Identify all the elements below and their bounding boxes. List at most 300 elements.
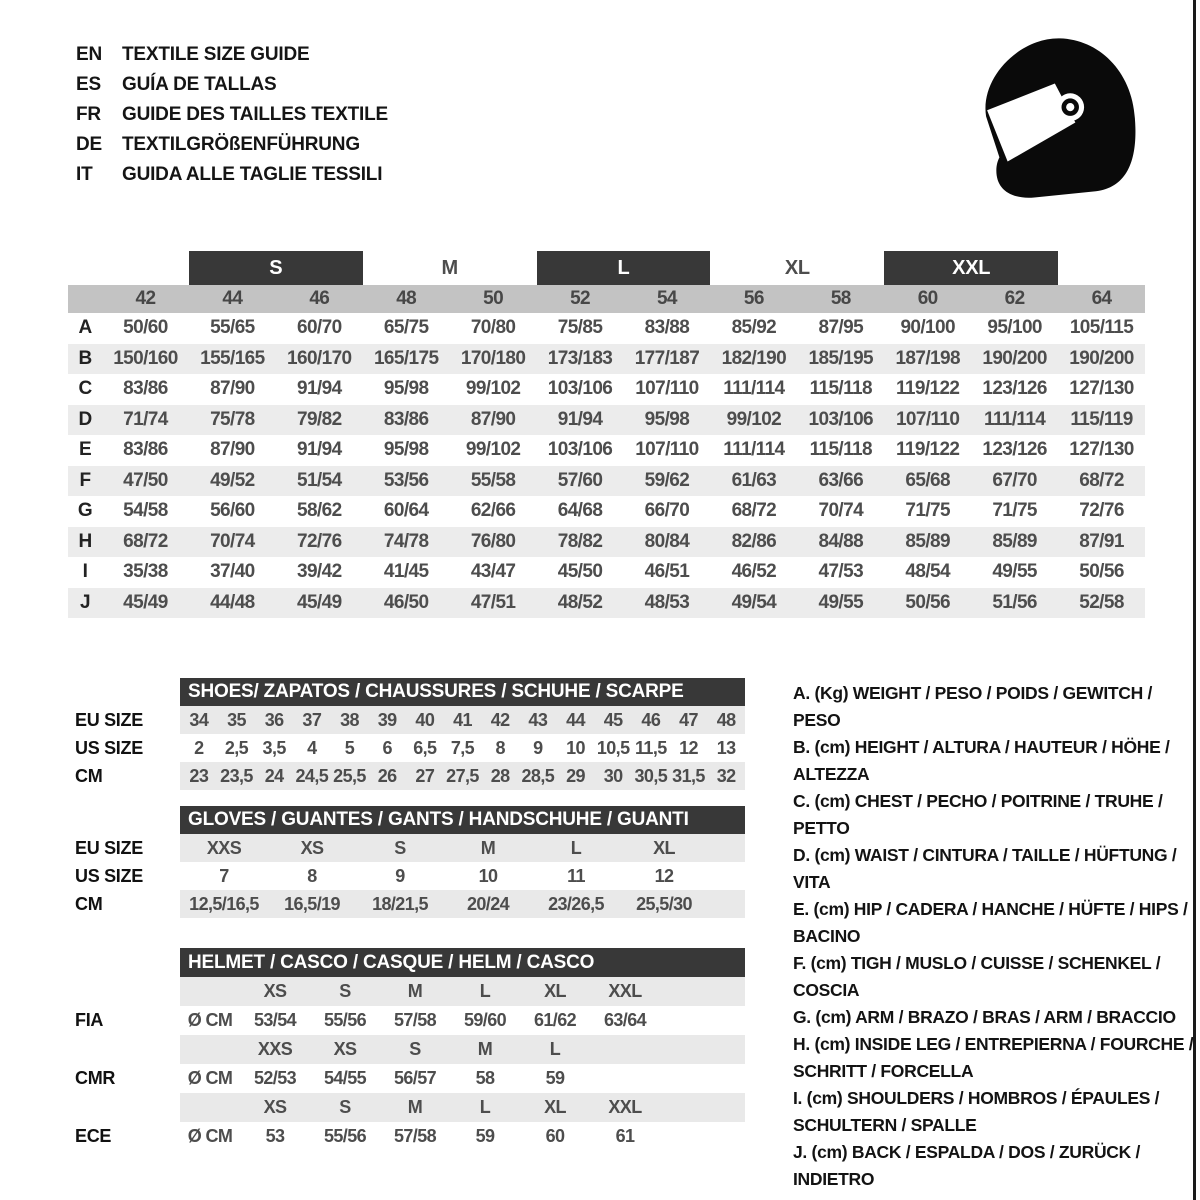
shoe-us-size: 8 <box>495 737 505 758</box>
measurement-value: 51/56 <box>992 591 1037 613</box>
table-row <box>75 734 745 762</box>
language-code: IT <box>76 164 93 185</box>
shoe-eu-size: 40 <box>415 709 435 730</box>
measurement-value: 59/62 <box>644 469 690 491</box>
table-row <box>75 948 745 977</box>
language-label: GUIDE DES TAILLES TEXTILE <box>122 104 388 125</box>
measurement-value: 65/75 <box>383 317 429 339</box>
size-column-52: 52 <box>570 288 590 309</box>
measurement-value: 71/74 <box>123 408 168 430</box>
measurement-value: 95/98 <box>383 378 429 400</box>
legend-item-a: A. (Kg) WEIGHT / PESO / POIDS / GEWITCH / PESO <box>793 683 1153 730</box>
shoe-cm: 28 <box>490 765 510 786</box>
row-label-spacer <box>75 678 180 706</box>
racing-helmet-icon <box>983 36 1139 206</box>
shoe-eu-size: 44 <box>566 709 585 730</box>
measurement-value: 60/70 <box>297 317 342 339</box>
helmet-size-header: S <box>339 1097 351 1117</box>
row-label-spacer <box>75 1035 180 1064</box>
size-column-54: 54 <box>656 288 677 309</box>
glove-us-size: 12 <box>654 865 674 886</box>
size-column-42: 42 <box>135 288 156 309</box>
language-row-fr <box>76 100 388 130</box>
measurement-value: 85/89 <box>905 530 950 552</box>
legend-item-j: J. (cm) BACK / ESPALDA / DOS / ZURÜCK / INDIETRO <box>793 1142 1141 1189</box>
helmet-measurement: 53/54 <box>253 1010 297 1030</box>
helmet-measurement: 57/58 <box>393 1126 437 1146</box>
measurement-value: 170/180 <box>460 347 526 369</box>
helmet-table-title: HELMET / CASCO / CASQUE / HELM / CASCO <box>180 948 745 977</box>
helmet-measurement: 61 <box>615 1126 635 1146</box>
shoe-us-size: 2,5 <box>224 737 249 758</box>
shoe-cm: 27,5 <box>446 765 479 786</box>
shoes-cm-label: CM <box>75 765 103 786</box>
measurement-value: 182/190 <box>721 347 787 369</box>
helmet-size-header <box>180 977 240 1006</box>
textile-table-body <box>68 313 1145 618</box>
language-code: EN <box>76 44 102 65</box>
shoe-cm: 32 <box>716 765 736 786</box>
glove-us-size: 8 <box>307 865 317 886</box>
size-column-50: 50 <box>483 288 504 309</box>
measurement-row-b <box>68 344 1145 375</box>
gloves-table <box>75 806 745 918</box>
helmet-size-header: L <box>479 981 491 1001</box>
measurement-value: 46/52 <box>731 561 777 583</box>
measurement-value: 63/66 <box>818 469 864 491</box>
helmet-measurement: 54/55 <box>323 1068 367 1088</box>
measurement-value: 58/62 <box>297 500 342 522</box>
glove-us-size: 9 <box>395 865 405 886</box>
measurement-value: 80/84 <box>644 530 690 552</box>
measurement-value: 55/58 <box>470 469 516 491</box>
measurement-value: 107/110 <box>895 408 960 430</box>
measurement-value: 119/122 <box>895 378 960 400</box>
measurement-row-f <box>68 466 1145 497</box>
shoe-us-size: 6,5 <box>413 737 437 758</box>
measurement-value: 48/53 <box>644 591 690 613</box>
helmet-size-header: S <box>339 981 351 1001</box>
measurement-value: 107/110 <box>635 378 699 400</box>
row-letter: B <box>78 347 92 369</box>
helmet-measurement: 58 <box>475 1068 495 1088</box>
row-label-spacer <box>75 948 180 977</box>
glove-cm: 18/21,5 <box>372 893 428 914</box>
row-letter: C <box>78 378 92 400</box>
measurement-row-c <box>68 374 1145 405</box>
measurement-value: 91/94 <box>297 378 342 400</box>
measurement-value: 105/115 <box>1069 317 1134 339</box>
measurement-value: 111/114 <box>723 378 785 400</box>
measurement-row-d <box>68 405 1145 436</box>
table-row <box>75 678 745 706</box>
measurement-value: 55/65 <box>210 317 255 339</box>
glove-eu-size: XXS <box>206 837 242 858</box>
measurement-row-h <box>68 527 1145 558</box>
helmet-measurement: 59/60 <box>463 1010 507 1030</box>
measurement-row-j <box>68 588 1145 619</box>
measurement-value: 85/89 <box>992 530 1037 552</box>
shoe-eu-size: 39 <box>377 709 397 730</box>
measurement-value: 75/78 <box>210 408 255 430</box>
legend-item-d: D. (cm) WAIST / CINTURA / TAILLE / HÜFTUNG / VITA <box>793 845 1177 892</box>
shoe-eu-size: 36 <box>264 709 284 730</box>
shoe-us-size: 7,5 <box>450 737 475 758</box>
size-group-header-row <box>68 251 1145 285</box>
shoe-us-size: 6 <box>382 737 392 758</box>
measurement-value: 48/54 <box>905 561 950 583</box>
glove-eu-size: S <box>394 837 406 858</box>
row-letter: J <box>80 591 90 613</box>
helmet-measurement: Ø CM <box>187 1068 233 1088</box>
language-label: GUÍA DE TALLAS <box>122 74 277 95</box>
shoe-us-size: 12 <box>679 737 698 758</box>
shoe-us-size: 10 <box>566 737 585 758</box>
measurement-value: 76/80 <box>470 530 516 552</box>
measurement-value: 75/85 <box>557 317 603 339</box>
language-code: ES <box>76 74 101 95</box>
cell-row <box>180 834 745 862</box>
row-letter: G <box>77 500 93 522</box>
measurement-value: 87/90 <box>470 408 516 430</box>
measurement-value: 103/106 <box>547 378 613 400</box>
helmet-measurement: 56/57 <box>393 1068 437 1088</box>
measurement-value: 66/70 <box>644 500 690 522</box>
cell-row <box>180 1064 745 1093</box>
measurement-value: 83/88 <box>644 317 690 339</box>
number-row-spacer <box>68 285 102 313</box>
measurement-value: 62/66 <box>470 500 516 522</box>
helmet-size-header: L <box>479 1097 491 1117</box>
measurement-value: 155/165 <box>200 347 265 369</box>
helmet-size-header: M <box>407 1097 423 1117</box>
measurement-value: 173/183 <box>547 347 613 369</box>
shoe-cm: 23,5 <box>220 765 253 786</box>
measurement-value: 119/122 <box>895 439 960 461</box>
helmet-size-header: XS <box>263 981 287 1001</box>
language-row-en <box>76 40 388 70</box>
size-group-m: M <box>441 256 458 279</box>
language-label: GUIDA ALLE TAGLIE TESSILI <box>122 164 383 185</box>
size-column-46: 46 <box>309 288 330 309</box>
cell-row <box>180 762 745 790</box>
measurement-row-i <box>68 557 1145 588</box>
shoe-cm: 28,5 <box>521 765 555 786</box>
measurement-value: 99/102 <box>465 378 521 400</box>
glove-us-size: 10 <box>478 865 498 886</box>
shoe-eu-size: 38 <box>340 709 359 730</box>
measurement-value: 61/63 <box>731 469 777 491</box>
shoe-eu-size: 45 <box>603 709 623 730</box>
size-column-56: 56 <box>743 288 764 309</box>
measurement-value: 95/98 <box>383 439 429 461</box>
measurement-value: 87/95 <box>818 317 864 339</box>
helmet-standard-cmr: CMR <box>75 1068 116 1088</box>
language-label: TEXTILE SIZE GUIDE <box>122 44 310 65</box>
legend-item-c: C. (cm) CHEST / PECHO / POITRINE / TRUHE / PETTO <box>793 791 1163 838</box>
shoe-us-size: 10,5 <box>596 737 630 758</box>
table-row <box>75 1006 745 1035</box>
cell-row <box>180 706 745 734</box>
row-label-spacer <box>75 1093 180 1122</box>
measurement-value: 83/86 <box>123 439 168 461</box>
measurement-value: 111/114 <box>983 408 1046 430</box>
helmet-table <box>75 948 745 1151</box>
measurement-value: 70/74 <box>210 530 255 552</box>
row-letter: H <box>78 530 92 552</box>
measurement-value: 67/70 <box>992 469 1037 491</box>
row-letter: E <box>78 439 92 461</box>
measurement-value: 60/64 <box>383 500 429 522</box>
glove-us-size: 11 <box>567 865 585 886</box>
helmet-size-header <box>180 1093 240 1122</box>
size-column-48: 48 <box>396 288 417 309</box>
table-row <box>75 1093 745 1122</box>
helmet-measurement: 55/56 <box>323 1126 367 1146</box>
measurement-value: 71/75 <box>905 500 950 522</box>
legend-item-b: B. (cm) HEIGHT / ALTURA / HAUTEUR / HÖHE / ALTEZZA <box>793 737 1170 784</box>
size-column-58: 58 <box>830 288 851 309</box>
shoe-cm: 31,5 <box>672 765 705 786</box>
measurement-value: 82/86 <box>731 530 777 552</box>
shoe-cm: 24 <box>264 765 284 786</box>
measurement-value: 68/72 <box>1079 469 1124 491</box>
textile-size-table <box>68 251 1145 618</box>
measurement-value: 54/58 <box>123 500 168 522</box>
measurement-value: 57/60 <box>557 469 603 491</box>
measurement-value: 115/118 <box>809 378 872 400</box>
cell-row <box>180 1122 745 1151</box>
gloves-table-title: GLOVES / GUANTES / GANTS / HANDSCHUHE / GUANTI <box>180 806 745 834</box>
measurement-value: 47/53 <box>818 561 864 583</box>
measurement-row-e <box>68 435 1145 466</box>
measurement-value: 48/52 <box>557 591 603 613</box>
row-letter: I <box>82 561 88 583</box>
cell-row <box>180 1006 745 1035</box>
table-row <box>75 762 745 790</box>
helmet-measurement: 53 <box>265 1126 285 1146</box>
size-column-64: 64 <box>1091 288 1112 309</box>
helmet-size-header: XXL <box>608 1097 642 1117</box>
measurement-value: 72/76 <box>1079 500 1124 522</box>
table-row <box>75 862 745 890</box>
measurement-value: 49/52 <box>210 469 255 491</box>
row-letter: F <box>79 469 91 491</box>
row-label-spacer <box>75 806 180 834</box>
helmet-size-header: M <box>407 981 423 1001</box>
gloves-cm-label: CM <box>75 893 103 914</box>
helmet-measurement <box>590 1064 660 1093</box>
measurement-value: 84/88 <box>818 530 864 552</box>
measurement-value: 68/72 <box>731 500 777 522</box>
measurement-value: 91/94 <box>297 439 342 461</box>
table-row <box>75 1064 745 1093</box>
helmet-size-header: M <box>477 1039 493 1059</box>
measurement-value: 45/49 <box>123 591 168 613</box>
shoe-cm: 30 <box>603 765 623 786</box>
shoe-cm: 30,5 <box>634 765 668 786</box>
glove-cm: 12,5/16,5 <box>189 893 259 914</box>
helmet-size-header: L <box>549 1039 561 1059</box>
helmet-size-header: XS <box>333 1039 357 1059</box>
shoe-eu-size: 47 <box>679 709 698 730</box>
helmet-size-header <box>590 1035 660 1064</box>
measurement-value: 71/75 <box>992 500 1037 522</box>
helmet-measurement: 61/62 <box>533 1010 577 1030</box>
size-group-xxl: XXL <box>884 251 1058 285</box>
helmet-size-header: XXL <box>608 981 642 1001</box>
measurement-value: 52/58 <box>1079 591 1124 613</box>
measurement-value: 72/76 <box>297 530 342 552</box>
size-column-44: 44 <box>222 288 243 309</box>
shoe-cm: 26 <box>377 765 397 786</box>
helmet-measurement: 52/53 <box>253 1068 297 1088</box>
measurement-value: 95/98 <box>644 408 690 430</box>
measurement-value: 43/47 <box>470 561 516 583</box>
measurement-value: 70/80 <box>470 317 516 339</box>
measurement-value: 99/102 <box>465 439 521 461</box>
measurement-value: 50/56 <box>1079 561 1124 583</box>
shoe-cm: 27 <box>415 765 435 786</box>
row-label-spacer <box>75 977 180 1006</box>
measurement-value: 127/130 <box>1069 439 1134 461</box>
shoes-table-title: SHOES/ ZAPATOS / CHAUSSURES / SCHUHE / SCARPE <box>180 678 745 706</box>
measurement-legend <box>793 680 1197 1193</box>
measurement-value: 103/106 <box>808 408 874 430</box>
measurement-value: 56/60 <box>210 500 255 522</box>
measurement-value: 123/126 <box>982 439 1047 461</box>
shoe-us-size: 11,5 <box>635 737 667 758</box>
glove-eu-size: L <box>570 837 582 858</box>
helmet-size-header: XL <box>544 981 566 1001</box>
cell-row <box>180 734 745 762</box>
measurement-value: 150/160 <box>113 347 178 369</box>
size-column-62: 62 <box>1004 288 1025 309</box>
measurement-value: 111/114 <box>723 439 785 461</box>
measurement-value: 46/50 <box>383 591 429 613</box>
measurement-value: 87/90 <box>210 439 255 461</box>
helmet-size-header <box>180 1035 240 1064</box>
shoe-eu-size: 43 <box>528 709 548 730</box>
language-code: FR <box>76 104 101 125</box>
legend-item-f: F. (cm) TIGH / MUSLO / CUISSE / SCHENKEL / COSCIA <box>793 953 1161 1000</box>
helmet-measurement: Ø CM <box>187 1010 233 1030</box>
language-label: TEXTILGRÖßENFÜHRUNG <box>122 134 360 155</box>
glove-eu-size: M <box>480 837 496 858</box>
measurement-value: 49/54 <box>731 591 777 613</box>
cell-row <box>180 977 745 1006</box>
legend-item-e: E. (cm) HIP / CADERA / HANCHE / HÜFTE / HIPS / BACINO <box>793 899 1188 946</box>
table-row <box>75 706 745 734</box>
shoe-eu-size: 34 <box>189 709 209 730</box>
measurement-value: 45/50 <box>557 561 603 583</box>
glove-eu-size: XS <box>300 837 324 858</box>
measurement-value: 44/48 <box>210 591 255 613</box>
cell-row <box>180 862 745 890</box>
measurement-value: 103/106 <box>547 439 613 461</box>
measurement-value: 47/51 <box>470 591 516 613</box>
table-row <box>75 834 745 862</box>
measurement-value: 115/119 <box>1070 408 1133 430</box>
helmet-measurement: 55/56 <box>323 1010 367 1030</box>
measurement-value: 99/102 <box>726 408 782 430</box>
helmet-size-header: XL <box>544 1097 566 1117</box>
shoe-eu-size: 41 <box>453 709 472 730</box>
size-group-s: S <box>189 251 363 285</box>
measurement-value: 51/54 <box>297 469 342 491</box>
shoe-eu-size: 37 <box>302 709 322 730</box>
helmet-size-header: S <box>409 1039 421 1059</box>
measurement-value: 53/56 <box>383 469 429 491</box>
language-list <box>76 40 388 190</box>
glove-cm: 16,5/19 <box>284 893 340 914</box>
shoes-eu-size-label: EU SIZE <box>75 709 143 730</box>
gloves-eu-size-label: EU SIZE <box>75 837 143 858</box>
measurement-value: 177/187 <box>634 347 700 369</box>
measurement-value: 68/72 <box>123 530 168 552</box>
measurement-value: 45/49 <box>297 591 342 613</box>
measurement-value: 90/100 <box>900 317 955 339</box>
shoe-us-size: 13 <box>716 737 736 758</box>
helmet-standard-fia: FIA <box>75 1010 104 1030</box>
cell-row <box>180 1035 745 1064</box>
gloves-us-size-label: US SIZE <box>75 865 143 886</box>
measurement-value: 127/130 <box>1069 378 1134 400</box>
helmet-measurement: 60 <box>545 1126 565 1146</box>
measurement-value: 74/78 <box>383 530 429 552</box>
shoe-us-size: 5 <box>344 737 355 758</box>
measurement-value: 107/110 <box>635 439 699 461</box>
language-code: DE <box>76 134 102 155</box>
measurement-value: 49/55 <box>818 591 864 613</box>
measurement-value: 47/50 <box>123 469 168 491</box>
helmet-measurement: Ø CM <box>187 1126 233 1146</box>
glove-cm: 25,5/30 <box>636 893 692 914</box>
shoe-cm: 23 <box>189 765 209 786</box>
measurement-row-a <box>68 313 1145 344</box>
measurement-value: 187/198 <box>895 347 960 369</box>
size-number-row <box>68 285 1145 313</box>
row-letter: D <box>78 408 92 430</box>
measurement-value: 91/94 <box>557 408 603 430</box>
measurement-value: 83/86 <box>123 378 168 400</box>
glove-cm: 20/24 <box>466 893 510 914</box>
size-group-l: L <box>537 251 711 285</box>
shoes-us-size-label: US SIZE <box>75 737 143 758</box>
glove-cm: 23/26,5 <box>548 893 604 914</box>
cell-row <box>180 1093 745 1122</box>
measurement-value: 50/56 <box>905 591 950 613</box>
measurement-value: 49/55 <box>992 561 1037 583</box>
shoe-cm: 24,5 <box>295 765 329 786</box>
table-row <box>75 977 745 1006</box>
helmet-size-header: XS <box>263 1097 287 1117</box>
language-row-es <box>76 70 388 100</box>
measurement-value: 41/45 <box>383 561 429 583</box>
helmet-standard-ece: ECE <box>75 1126 112 1146</box>
right-edge-line <box>1193 0 1196 1200</box>
shoe-us-size: 4 <box>307 737 317 758</box>
measurement-value: 83/86 <box>383 408 429 430</box>
measurement-value: 95/100 <box>987 317 1042 339</box>
measurement-row-g <box>68 496 1145 527</box>
shoe-eu-size: 35 <box>227 709 246 730</box>
legend-item-g: G. (cm) ARM / BRAZO / BRAS / ARM / BRACCIO <box>793 1007 1176 1027</box>
measurement-value: 165/175 <box>373 347 439 369</box>
measurement-value: 185/195 <box>808 347 874 369</box>
glove-us-size: 7 <box>219 865 229 886</box>
helmet-size-header: XXS <box>257 1039 293 1059</box>
